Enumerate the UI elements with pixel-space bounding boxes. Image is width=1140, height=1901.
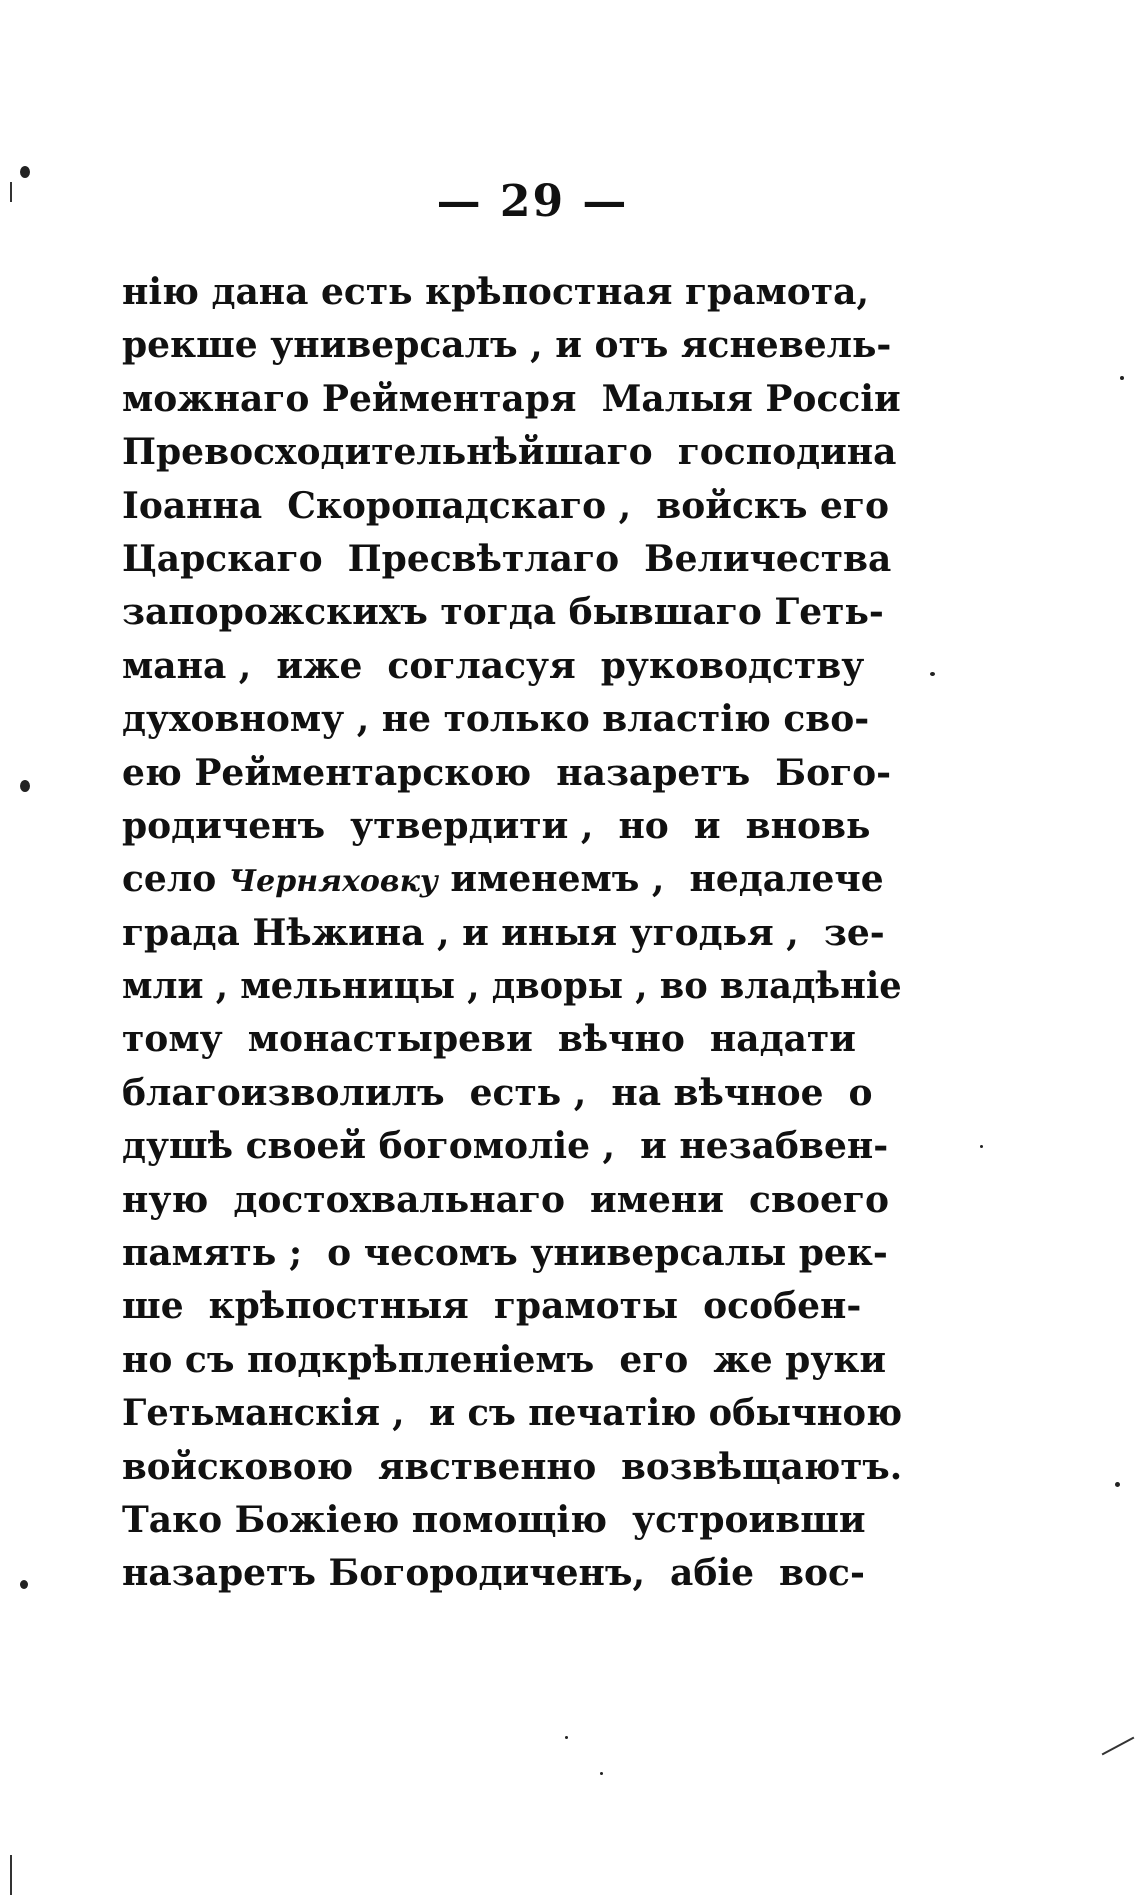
- text-line: Царскаго Пресвѣтлаго Величества: [122, 537, 892, 580]
- text-line: Гетьманскія , и съ печатію обычною: [122, 1392, 903, 1435]
- text-line: ную достохвальнаго имени своего: [122, 1178, 889, 1221]
- text-line: можнаго Рейментаря Малыя Россіи: [122, 377, 901, 420]
- text-line: рекше универсалъ , и отъ ясневель-: [122, 324, 892, 367]
- scan-speck: [930, 672, 935, 676]
- text-line: войсковою явственно возвѣщаютъ.: [122, 1445, 903, 1488]
- text-line: нію дана есть крѣпостная грамота,: [122, 271, 869, 313]
- text-line: ею Рейментарскою назаретъ Бого-: [122, 751, 892, 794]
- text-line: память ; о чесомъ универсалы рек-: [122, 1232, 888, 1275]
- scan-mark: [10, 182, 12, 202]
- text-line: ше крѣпостныя грамоты особен-: [122, 1285, 862, 1328]
- text-line: село Черняховку именемъ , недалече: [122, 858, 884, 901]
- text-line: мана , иже согласуя руководству: [122, 644, 865, 687]
- text-line: запорожскихъ тогда бывшаго Геть-: [122, 591, 884, 634]
- text-line: тому монастыреви вѣчно надати: [122, 1018, 856, 1061]
- text-line: Тако Божіею помощію устроивши: [122, 1498, 866, 1541]
- place-name: Черняховку: [228, 864, 438, 900]
- text-line: града Нѣжина , и иныя угодья , зе-: [122, 911, 885, 954]
- scan-mark: [10, 1855, 12, 1895]
- text-line: духовному , не только властію сво-: [122, 698, 870, 741]
- page-number: — 29 —: [436, 176, 629, 227]
- scan-speck: [1120, 376, 1124, 380]
- body-text: [122, 266, 902, 1601]
- scan-speck: [20, 780, 30, 792]
- text-line: назаретъ Богородиченъ, абіе вос-: [122, 1552, 865, 1595]
- scan-speck: [1115, 1482, 1120, 1487]
- text-line: мли , мельницы , дворы , во владѣніе: [122, 965, 902, 1008]
- text-line: но съ подкрѣпленіемъ его же руки: [122, 1338, 887, 1381]
- text-line: Превосходительнѣйшаго господина: [122, 431, 897, 474]
- scan-speck: [600, 1772, 603, 1775]
- scan-mark: [1102, 1737, 1135, 1756]
- text-line: родиченъ утвердити , но и вновь: [122, 804, 871, 847]
- text-line: благоизволилъ есть , на вѣчное о: [122, 1071, 873, 1114]
- scan-speck: [565, 1736, 568, 1739]
- text-line: душѣ своей богомоліе , и незабвен-: [122, 1125, 889, 1168]
- scan-speck: [20, 166, 30, 178]
- scan-speck: [20, 1580, 28, 1589]
- text-line: Іоанна Скоропадскаго , войскъ его: [122, 484, 890, 527]
- scan-speck: [980, 1145, 983, 1148]
